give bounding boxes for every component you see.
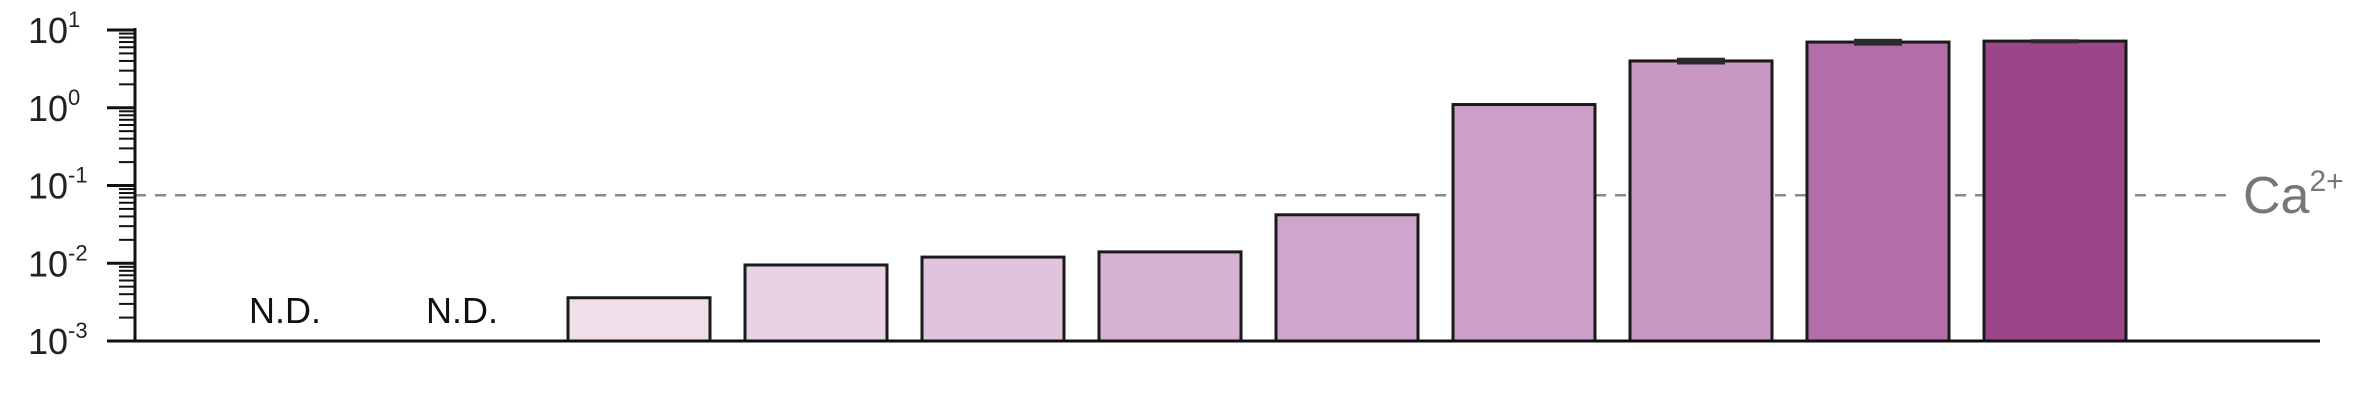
bar [1630,61,1772,341]
bar [1984,41,2126,341]
bar [1099,252,1241,341]
bar [745,265,887,341]
bar [1807,42,1949,341]
bar [568,298,710,341]
not-detected-label: N.D. [426,290,498,331]
error-bar [1854,39,1902,46]
bar [1453,105,1595,341]
reference-line-label: Ca$^{2+}$ [2243,165,2344,226]
error-bar [2031,39,2079,43]
error-bar [1677,58,1725,65]
y-tick-label: $10^{-1}$ [28,162,88,207]
bar [1276,215,1418,341]
bar [922,257,1064,341]
y-tick-label: $10^0$ [28,84,81,129]
not-detected-label: N.D. [249,290,321,331]
y-tick-label: $10^1$ [28,7,81,51]
y-tick-label: $10^{-3}$ [28,318,88,362]
y-tick-label: $10^{-2}$ [28,240,88,285]
